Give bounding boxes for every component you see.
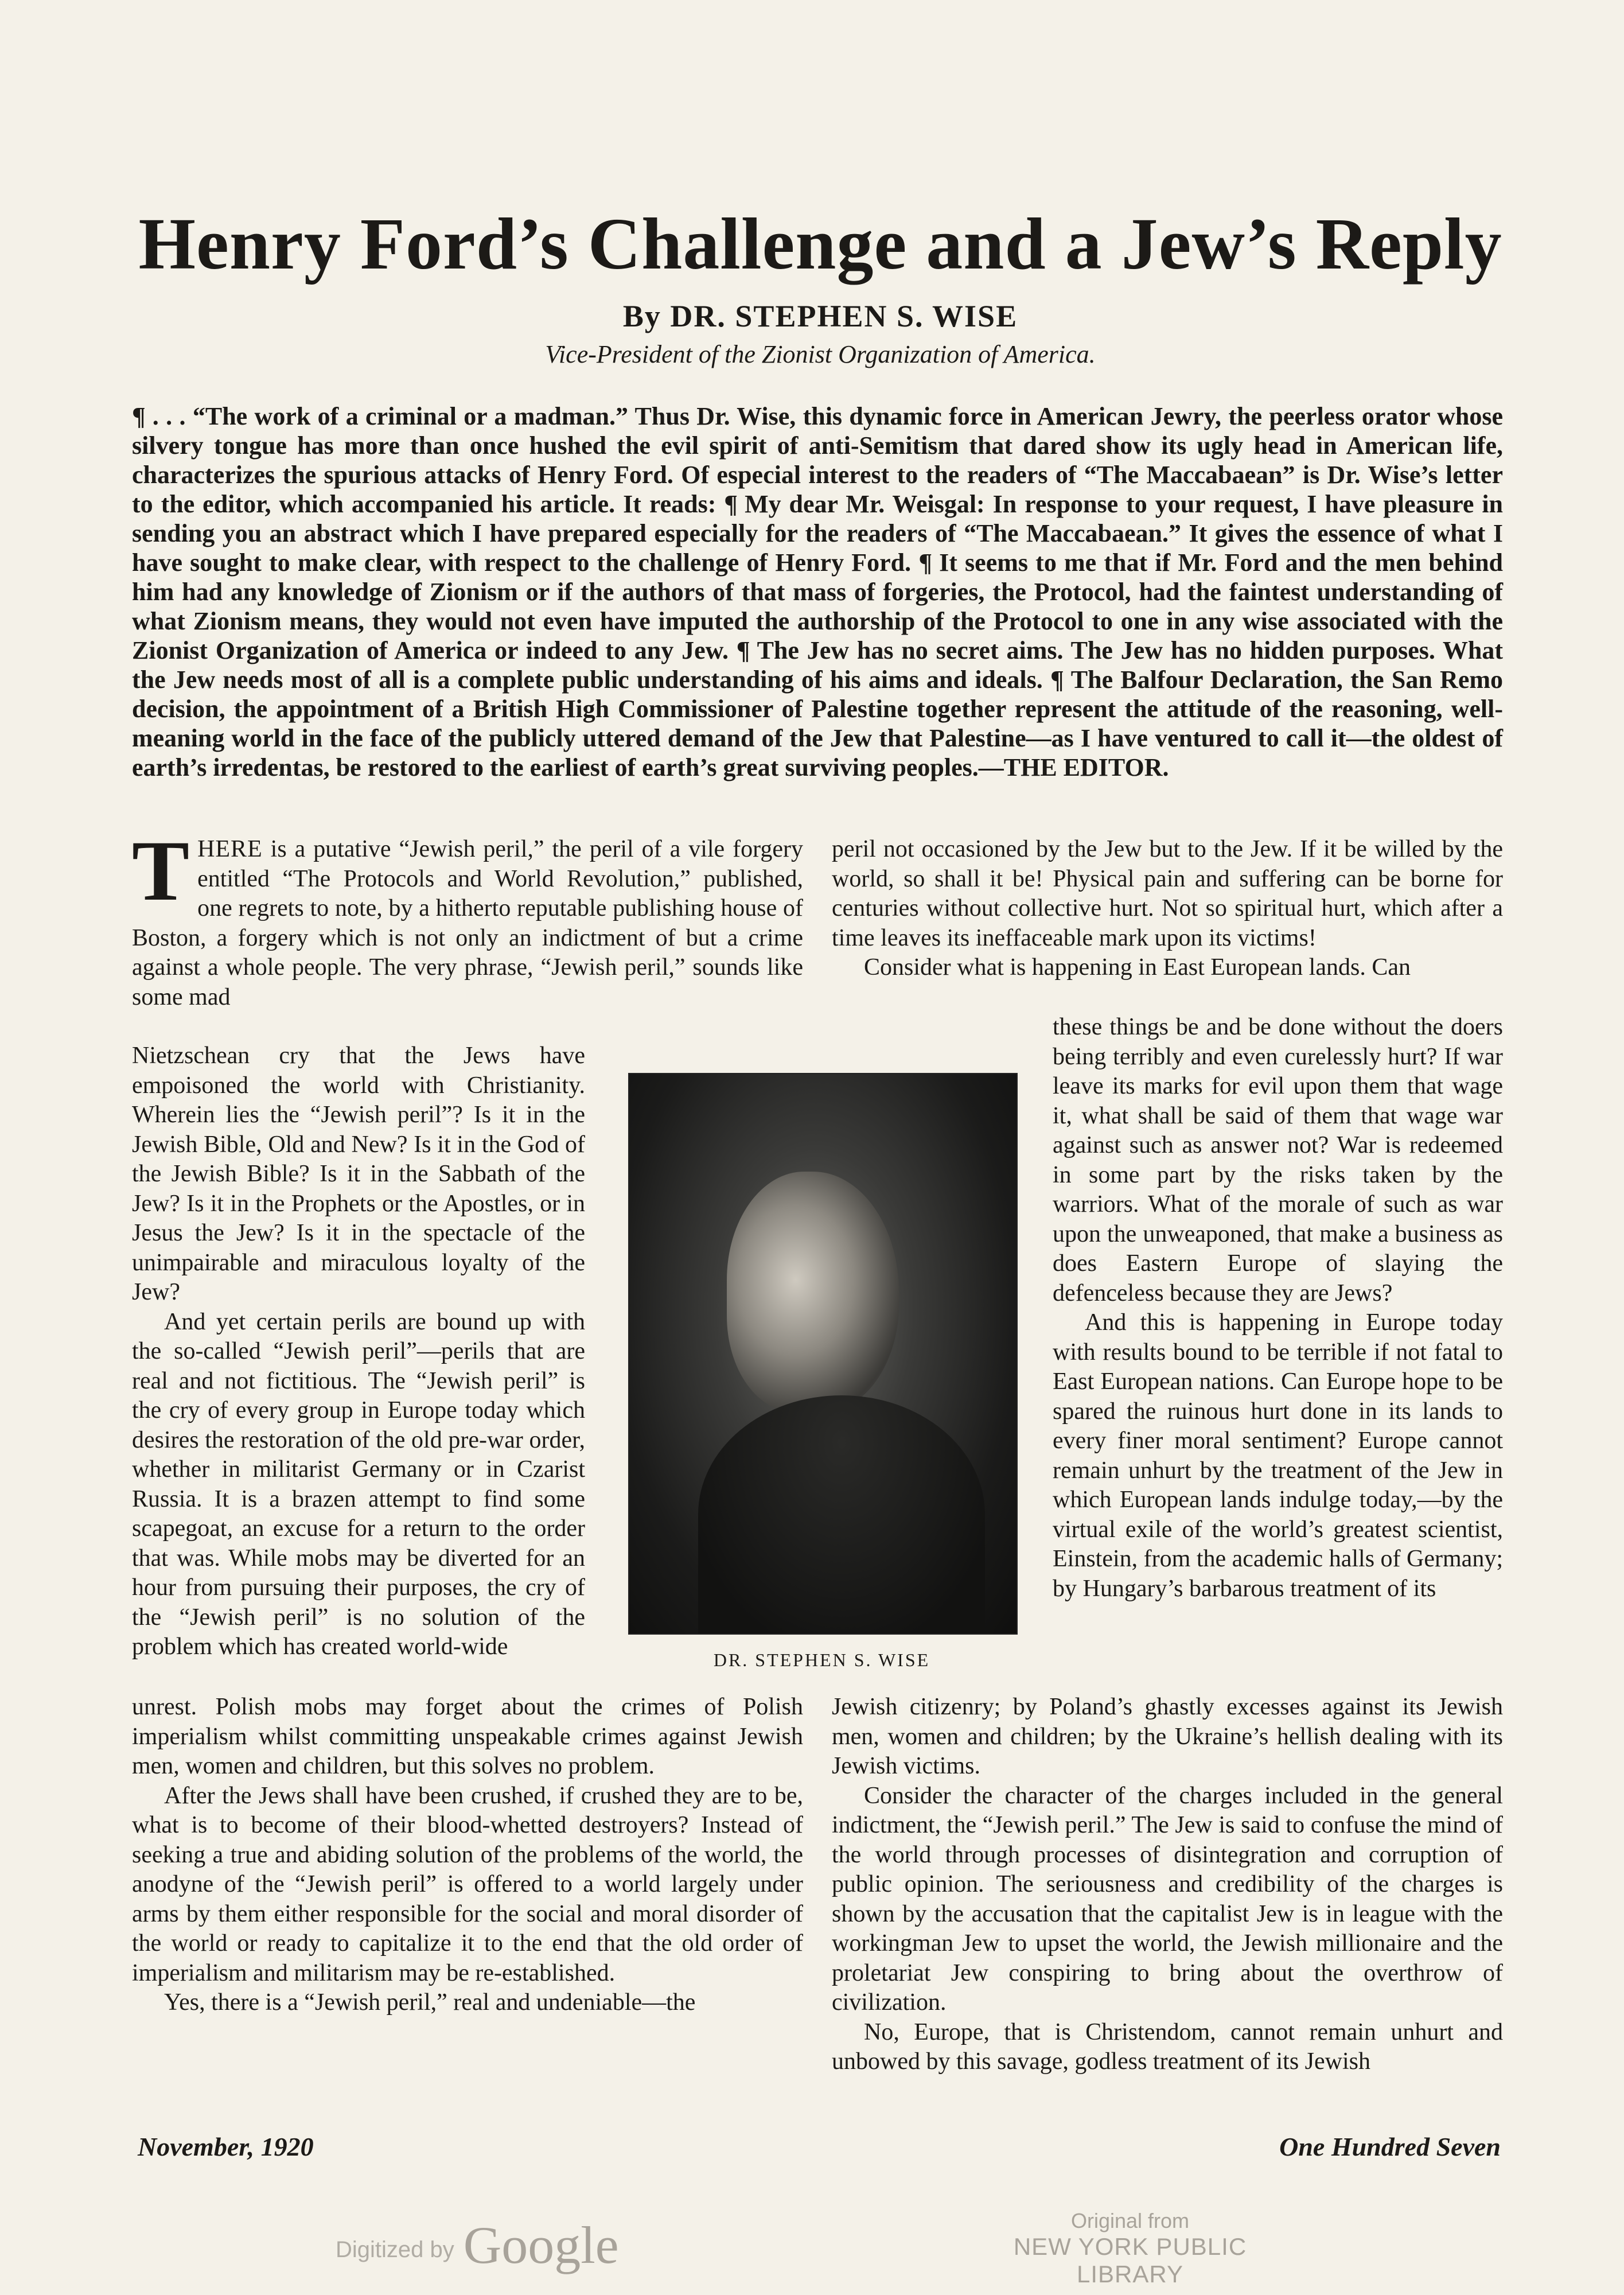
article-title: Henry Ford’s Challenge and a Jew’s Reply	[138, 203, 1502, 285]
right-paragraph-4: Consider the character of the charges included in the general indictment, the “Jewish peril.” The Jew is said to confuse the mind of the world through processes of disintegration and corruption of public opinion. The seriousness and credibility of the charges is shown by the accusation that the capitalist Jew is in league with the workingman Jew to upset the world, the Jewish millionaire and the proletariat Jew conspiring to bring about the overthrow of civilization.	[832, 1782, 1503, 2016]
pilcrow-icon: ¶	[1050, 666, 1064, 694]
intro-paragraph-1: . . . “The work of a criminal or a madman.” Thus Dr. Wise, this dynamic force in American Jewry, the peerless orator whose silvery tongue has more than once hushed the evil spirit of anti-Semitism that dared show its ugly head in American life, characterizes the spurious attacks of Henry Ford. Of especial interest to the readers of “The Maccabaean” is Dr. Wise’s letter to the editor, which accompanied his article. It reads:	[132, 402, 1503, 518]
original-from-label: Original from	[1070, 2209, 1190, 2232]
pilcrow-icon: ¶	[918, 549, 933, 577]
page-number: One Hundred Seven	[1279, 2132, 1501, 2161]
left-column-bottom	[132, 1693, 803, 2018]
left-paragraph-3: After the Jews shall have been crushed, if crushed they are to be, what is to become of their blood-whetted destroyers? Instead of seeking a true and abiding solution of the problems of the world, the anodyne of the “Jewish peril” is offered to a world largely under arms by them either responsible for the social and moral disorder of the world or ready to capitalize it to the end that the old order of imperialism and militarism may be re-established.	[132, 1782, 803, 1986]
pilcrow-icon: ¶	[724, 490, 738, 518]
author-portrait	[628, 1073, 1018, 1635]
opening-text: is a putative “Jewish peril,” the peril of a vile forgery entitled “The Protocols and World Revolution,” published, one regrets to note, by a hitherto reputable publishing house of Boston, a forgery which is not only an indictment of but a crime against a whole people. The very phrase, “Jewish peril,” sounds like some mad	[132, 836, 803, 1010]
author-affiliation: Vice-President of the Zionist Organization of America.	[545, 340, 1096, 368]
left-column-narrow	[132, 1041, 585, 1662]
intro-paragraph-4: The Jew has no secret aims. The Jew has no hidden purposes. What the Jew needs most of all is a complete public understanding of his aims and ideals.	[132, 636, 1504, 694]
digitized-by-watermark	[336, 2215, 619, 2275]
left-paragraph-2-cont: unrest. Polish mobs may forget about the crimes of Polish imperialism whilst committing unspeakable crimes against Jewish men, women and children, but this solves no problem.	[132, 1694, 803, 1779]
intro-paragraph-5: The Balfour Declaration, the San Remo decision, the appointment of a British High Commissioner of Palestine together represent the attitude of the reasoning, well-meaning world in the face of the publicly uttered demand of the Jew that Palestine—as I have ventured to call it—the oldest of earth’s irredentas, be restored to the earliest of earth’s great surviving peoples.—	[132, 666, 1504, 781]
portrait-body	[698, 1395, 985, 1633]
opening-paragraph	[132, 823, 803, 1012]
right-column-narrow	[1053, 1013, 1503, 1604]
right-column-top	[832, 835, 1503, 983]
right-paragraph-2: Consider what is happening in East European lands. Can	[864, 954, 1411, 981]
photo-caption: DR. STEPHEN S. WISE	[713, 1650, 930, 1670]
right-paragraph-3-cont: Jewish citizenry; by Poland’s ghastly excesses against its Jewish men, women and children; by the Ukraine’s hellish dealing with its Jewish victims.	[832, 1694, 1503, 1779]
intro-paragraph-2: My dear Mr. Weisgal: In response to your request, I have pleasure in sending you an abstract which I have prepared especially for the readers of “The Maccabaean.” It gives the essence of what I have sought to make clear, with respect to the challenge of Henry Ford.	[132, 490, 1504, 577]
library-watermark	[975, 2209, 1285, 2288]
editor-signature: THE EDITOR.	[1003, 753, 1169, 781]
right-column-bottom	[832, 1693, 1503, 2077]
pilcrow-icon: ¶	[132, 402, 146, 430]
digitized-label: Digitized by	[336, 2237, 454, 2262]
right-paragraph-2-cont: these things be and be done without the doers being terribly and even curelessly hurt? If war leave its marks for evil upon them that wage it, what shall be said of them that wage war against such as answer not? War is redeemed in some part by the risks taken by the warriors. What of the morale of such as war upon the unweaponed, that make a business as does Eastern Europe of slaying the defenceless because they are Jews?	[1053, 1014, 1503, 1306]
right-paragraph-3: And this is happening in Europe today with results bound to be terrible if not fatal to East European nations. Can Europe hope to be spared the ruinous hurt done in its lands to every finer moral sentiment? Europe cannot remain unhurt by the treatment of the Jew in which European lands indulge today,—by the virtual exile of the world’s greatest scientist, Einstein, from the academic halls of Germany; by Hungary’s barbarous treatment of its	[1053, 1309, 1503, 1602]
pilcrow-icon: ¶	[736, 636, 750, 664]
left-column-top	[132, 823, 803, 1012]
google-logo: Google	[463, 2216, 619, 2274]
library-name: NEW YORK PUBLIC LIBRARY	[1013, 2233, 1247, 2288]
right-paragraph-1: peril not occasioned by the Jew but to the Jew. If it be willed by the world, so shall it be! Physical pain and suffering can be borne for centuries without collective hurt. Not so spiritual hurt, which after a time leaves its ineffaceable mark upon its victims!	[832, 836, 1503, 951]
left-paragraph-1-cont: Nietzschean cry that the Jews have empoisoned the world with Christianity. Wherein lies the “Jewish peril”? Is it in the Jewish Bible, Old and New? Is it in the God of the Jewish Bible? Is it in the Sabbath of the Jew? Is it in the Prophets or the Apostles, or in Jesus the Jew? Is it in the spectacle of the unimpairable and miraculous loyalty of the Jew?	[132, 1043, 585, 1305]
opening-caps: HERE	[197, 836, 263, 862]
left-paragraph-4: Yes, there is a “Jewish peril,” real and undeniable—the	[164, 1989, 696, 2016]
portrait-head	[727, 1172, 899, 1413]
intro-paragraph-3: It seems to me that if Mr. Ford and the men behind him had any knowledge of Zionism or if the authors of that mass of forgeries, the Protocol, had the faintest understanding of what Zionism means, they would not even have imputed the authorship of the Protocol to one in any wise associated with the Zionist Organization of America or indeed to any Jew.	[132, 549, 1504, 664]
right-paragraph-5: No, Europe, that is Christendom, cannot remain unhurt and unbowed by this savage, godless treatment of its Jewish	[832, 2018, 1503, 2075]
left-paragraph-2: And yet certain perils are bound up with the so-called “Jewish peril”—perils that are real and not fictitious. The “Jewish peril” is the cry of every group in Europe today which desires the restoration of the old pre-war order, whether in militarist Germany or in Czarist Russia. It is a brazen attempt to find some scapegoat, an excuse for a return to the order that was. While mobs may be diverted for an hour from pursuing their purposes, the cry of the “Jewish peril” is no solution of the problem which has created world-wide	[132, 1308, 585, 1660]
editor-introduction	[132, 402, 1503, 782]
issue-date: November, 1920	[138, 2132, 314, 2161]
drop-cap: T	[132, 823, 190, 919]
byline: By DR. STEPHEN S. WISE	[622, 299, 1018, 333]
